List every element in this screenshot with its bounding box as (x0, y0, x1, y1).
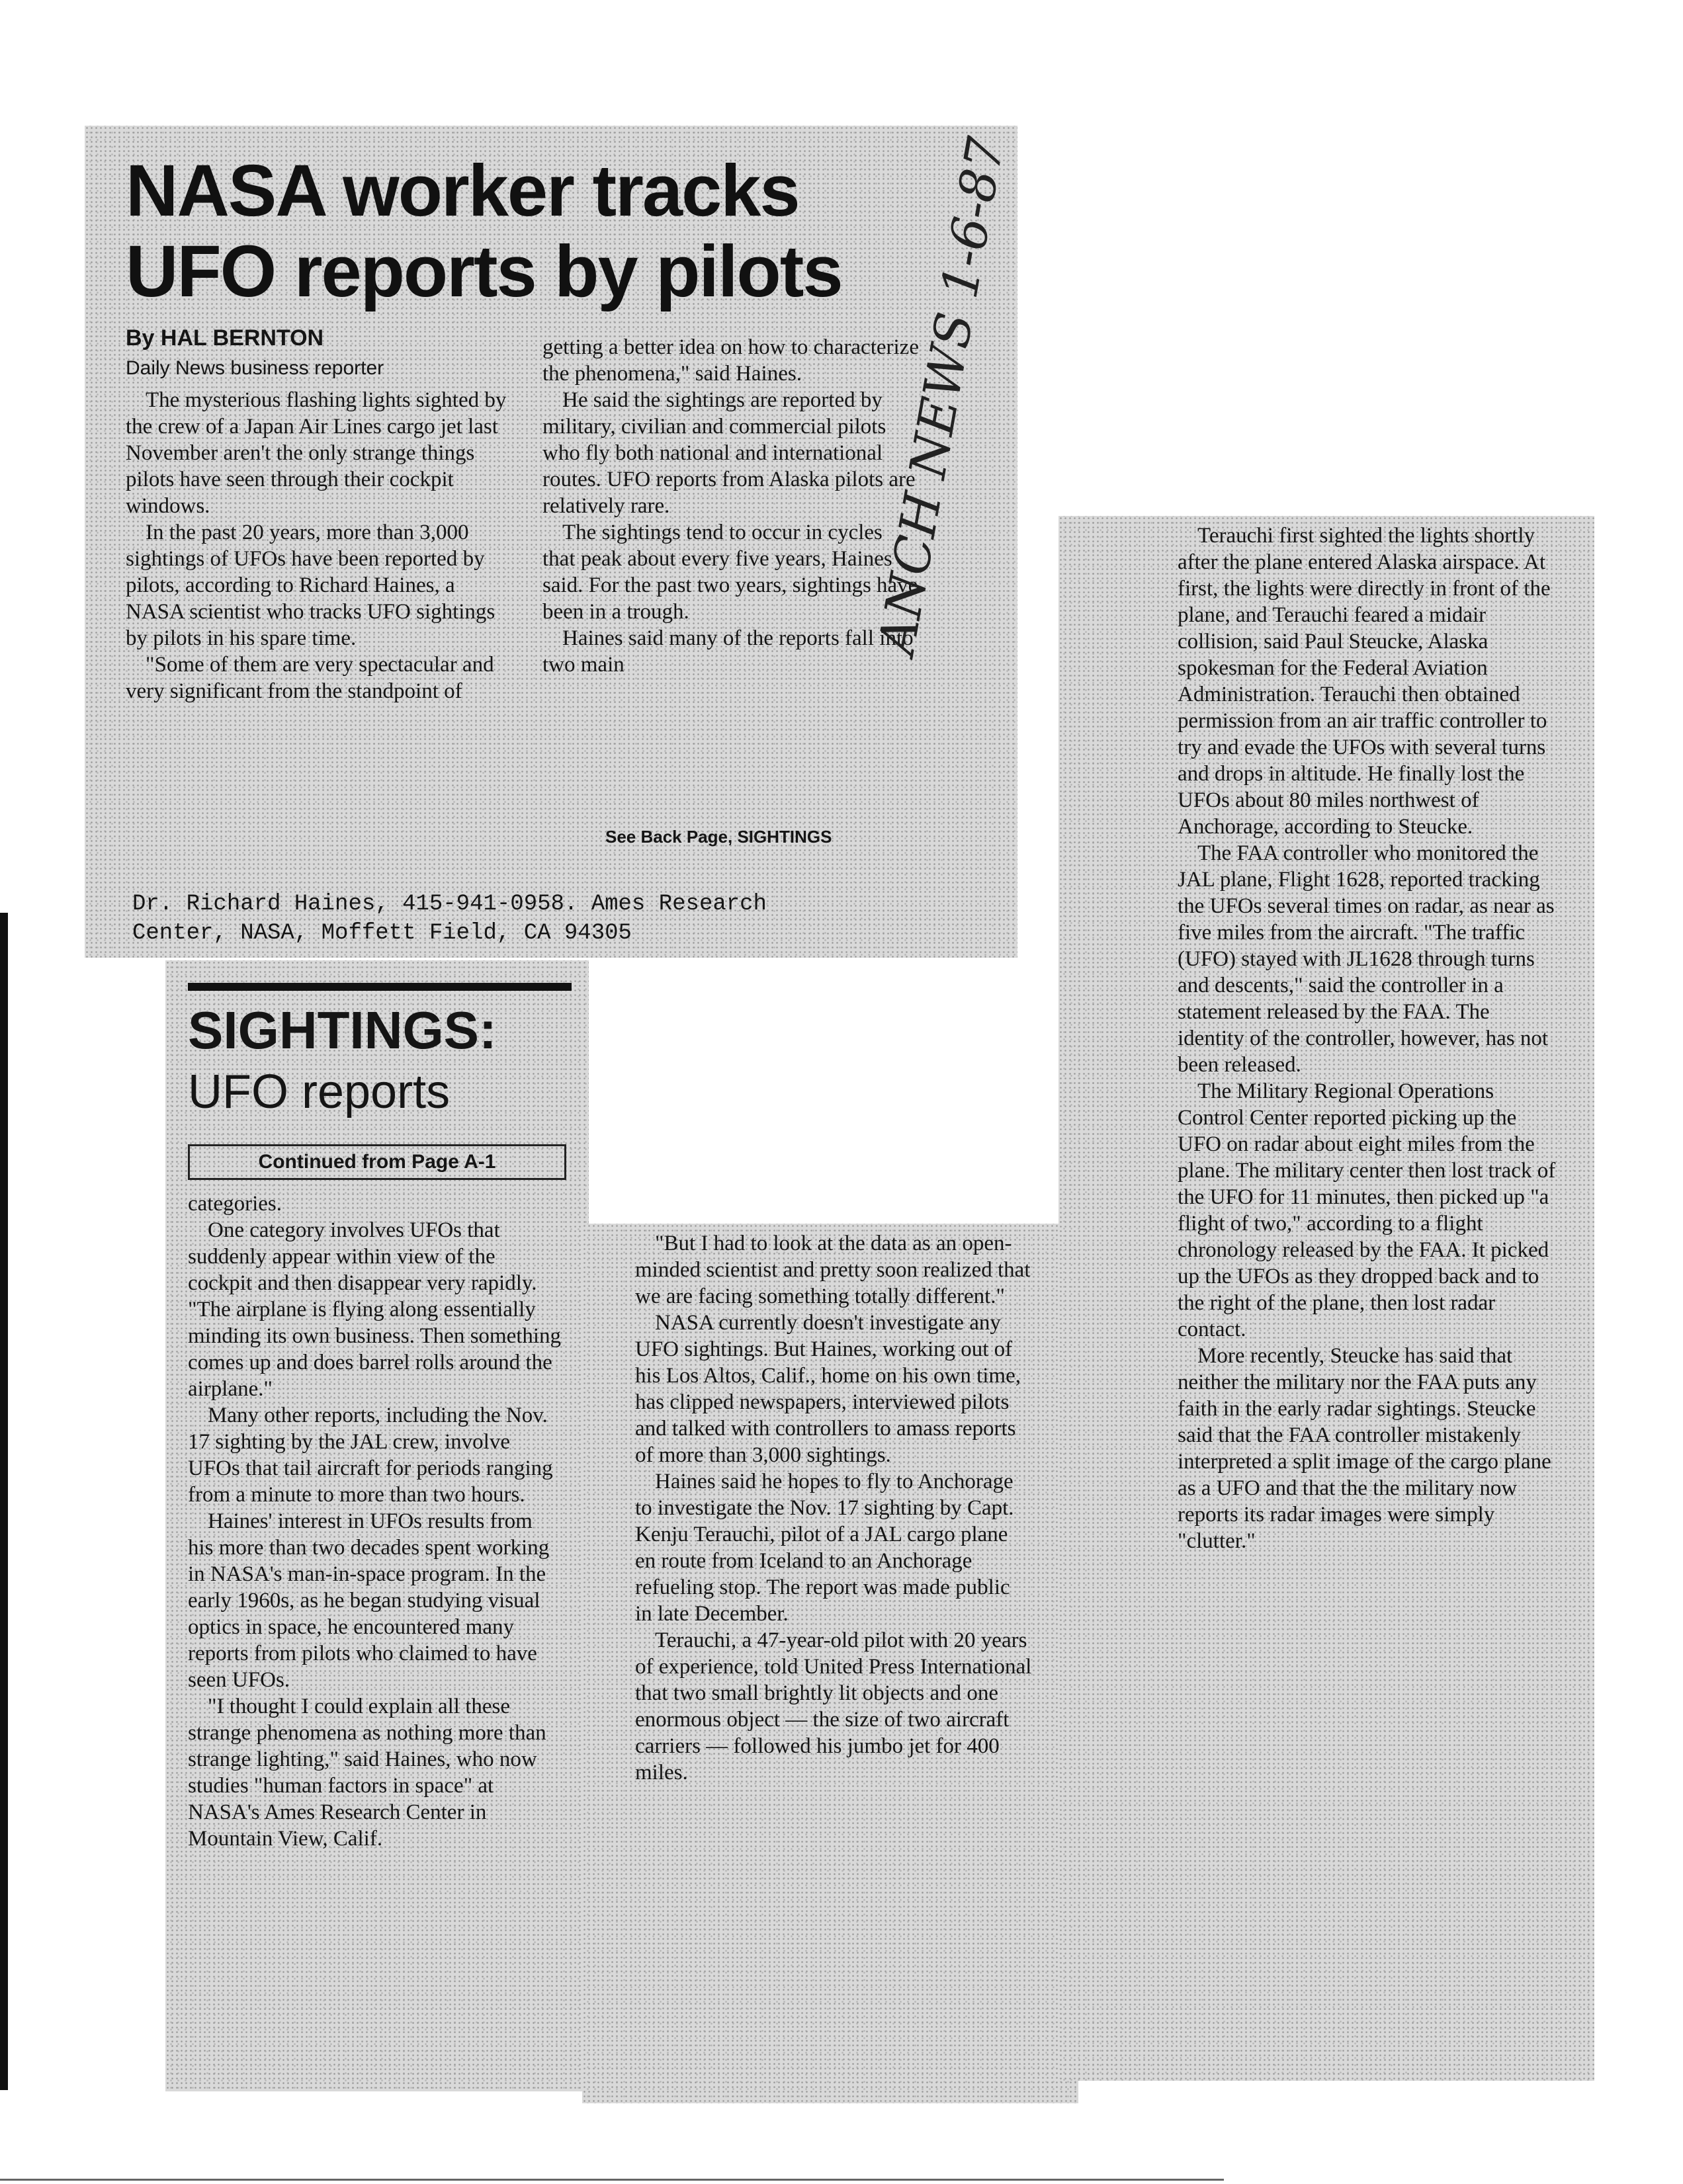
typed-contact-note (132, 890, 926, 948)
paragraph: Haines said many of the reports fall into two main (542, 626, 914, 677)
paragraph: "Some of them are very spectacular and very significant from the standpoint of (126, 653, 494, 703)
continuation-column-2 (635, 1230, 1032, 1786)
typed-note-line2: Center, NASA, Moffett Field, CA 94305 (132, 921, 632, 946)
byline: By HAL BERNTON (126, 325, 324, 351)
paragraph: Haines said he hopes to fly to Anchorage to investigate the Nov. 17 sighting by Capt. Kenju Terauchi, pilot of a JAL cargo plane en route from Iceland to an Anchorage refueling stop. The report was made public in late December. (635, 1470, 1014, 1626)
byline-role: Daily News business reporter (126, 357, 384, 379)
paragraph: "But I had to look at the data as an open-minded scientist and pretty soon realized that we are facing something totally different." (635, 1232, 1031, 1308)
paragraph: The Military Regional Operations Control Center reported picking up the UFO on radar about eight miles from the plane. The military center then lost track of the UFO for 11 minutes, then picked up "a flight of two," according to a flight chronology released by the FAA. It picked up the UFOs as they dropped back and to the right of the plane, then lost radar contact. (1178, 1079, 1556, 1341)
typed-note-line1: Dr. Richard Haines, 415-941-0958. Ames Research (132, 892, 767, 917)
continuation-column-1 (188, 1191, 562, 1852)
front-column-1 (126, 387, 509, 704)
paragraph: NASA currently doesn't investigate any UFO sightings. But Haines, working out of his Los Altos, Calif., home on his own time, has clipped newspapers, interviewed pilots and talked with controllers to amass reports of more than 3,000 sightings. (635, 1311, 1021, 1467)
handwritten-source-date: ANCH NEWS 1-6-87 (867, 132, 1016, 659)
paragraph: The mysterious flashing lights sighted by the crew of a Japan Air Lines cargo jet last November aren't the only strange things pilots have seen through their cockpit windows. (126, 388, 507, 518)
headline (126, 151, 946, 312)
paragraph: "I thought I could explain all these strange phenomena as nothing more than strange lighting," said Haines, who now studies "human factors in space" at NASA's Ames Research Center in Mountain View, Calif. (188, 1695, 546, 1851)
continuation-column-3 (1178, 523, 1561, 1554)
continued-from-box: Continued from Page A-1 (188, 1144, 566, 1180)
paragraph: In the past 20 years, more than 3,000 sightings of UFOs have been reported by pilots, according to Richard Haines, a NASA scientist who tracks UFO sightings by pilots in his spare time. (126, 521, 496, 650)
scan-bottom-line (0, 2179, 1224, 2181)
scan-edge-bar (0, 913, 8, 2090)
paragraph: Haines' interest in UFOs results from his more than two decades spent working in NASA's man-in-space program. In the early 1960s, as he began studying visual optics in space, he encountered many reports from pilots who claimed to have seen UFOs. (188, 1509, 550, 1692)
headline-line1: NASA worker tracks (126, 150, 799, 231)
paragraph: categories. (188, 1192, 282, 1216)
paragraph: The sightings tend to occur in cycles that peak about every five years, Haines said. For the past two years, sightings have been in a trough. (542, 521, 918, 624)
paragraph: The FAA controller who monitored the JAL plane, Flight 1628, reported tracking the UFOs several times on radar, as near as five miles from the aircraft. "The traffic (UFO) stayed with JL1628 through turns and descents," said the controller in a statement released by the FAA. The identity of the controller, however, has not been released. (1178, 841, 1555, 1077)
paragraph: More recently, Steucke has said that neither the military nor the FAA puts any faith in the early radar sightings. Steucke said that the FAA controller mistakenly interpreted a split image of the cargo plane as a UFO and that the the military now reports its radar images were simply "clutter." (1178, 1344, 1551, 1553)
paragraph: Many other reports, including the Nov. 17 sighting by the JAL crew, involve UFOs that tail aircraft for periods ranging from a minute to more than two hours. (188, 1404, 553, 1507)
section-rule (188, 983, 572, 991)
front-column-2 (542, 334, 920, 678)
paragraph: Terauchi, a 47-year-old pilot with 20 years of experience, told United Press International that two small brightly lit objects and one enormous object — the size of two aircraft carriers — followed his jumbo jet for 400 miles. (635, 1628, 1032, 1785)
paragraph: getting a better idea on how to characterize the phenomena," said Haines. (542, 335, 919, 386)
paragraph: Terauchi first sighted the lights shortly after the plane entered Alaska airspace. At first, the lights were directly in front of the plane, and Terauchi feared a midair collision, said Paul Steucke, Alaska spokesman for the Federal Aviation Administration. Terauchi then obtained permission from an air traffic controller to try and evade the UFOs with several turns and drops in altitude. He finally lost the UFOs about 80 miles northwest of Anchorage, according to Steucke. (1178, 524, 1551, 839)
paragraph: One category involves UFOs that suddenly appear within view of the cockpit and then disappear very rapidly. "The airplane is flying along essentially minding its own business. Then something comes up and does barrel rolls around the airplane." (188, 1218, 562, 1401)
paragraph: He said the sightings are reported by military, civilian and commercial pilots who fly both national and international routes. UFO reports from Alaska pilots are relatively rare. (542, 388, 916, 518)
headline-line2: UFO reports by pilots (126, 231, 842, 312)
continuation-title: SIGHTINGS: (188, 1001, 497, 1060)
continuation-subtitle: UFO reports (188, 1066, 451, 1118)
see-back-page-link: See Back Page, SIGHTINGS (605, 827, 832, 847)
